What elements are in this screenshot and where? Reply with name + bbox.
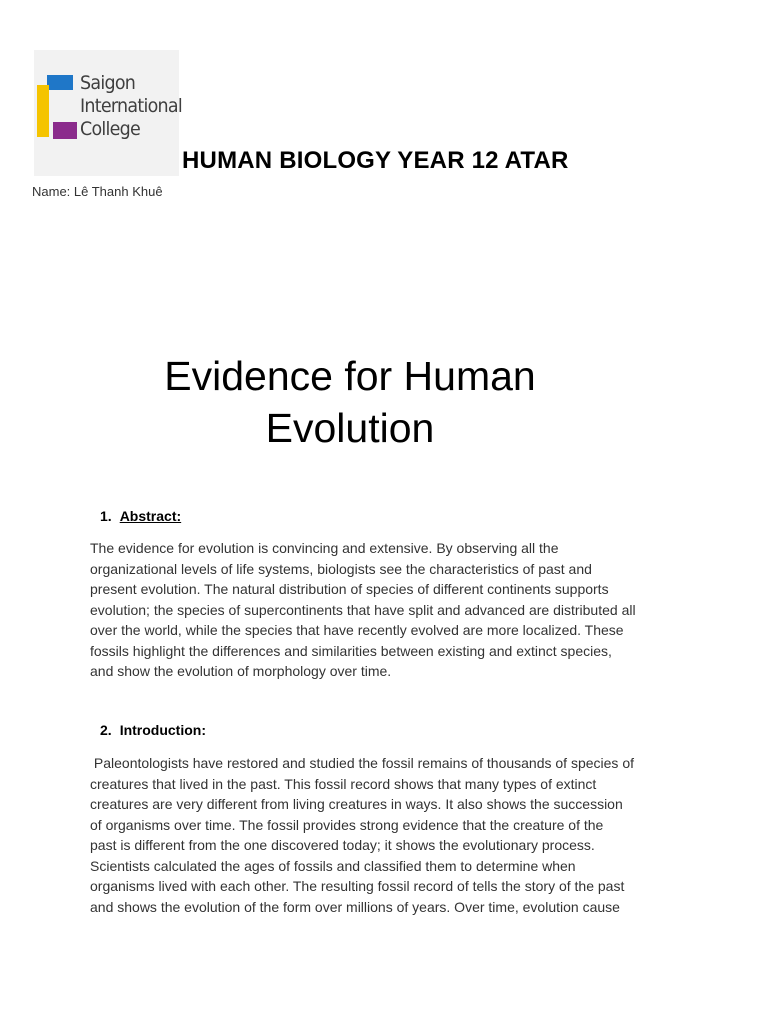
section-heading-label: Introduction:	[119, 722, 206, 738]
logo-purple-bar	[53, 122, 77, 139]
section-heading-abstract	[100, 508, 181, 524]
paragraph-line: creatures that lived in the past. This fossil record shows that many types of extinct	[90, 775, 597, 792]
logo-line: College	[80, 118, 141, 140]
section-number: 1.	[100, 508, 112, 524]
paragraph-line: organisms lived with each other. The resulting fossil record of tells the story of the past	[90, 878, 625, 894]
paragraph-line: present evolution. The natural distribution of species of different continents supports	[90, 581, 609, 597]
introduction-paragraph	[90, 753, 634, 917]
paragraph-line: organizational levels of life systems, biologists see the characteristics of past and	[90, 560, 592, 577]
paragraph-line: and shows the evolution of the form over millions of years. Over time, evolution cause	[90, 898, 620, 915]
document-title	[100, 350, 600, 454]
section-number: 2.	[100, 722, 112, 738]
section-heading-label: Abstract:	[119, 508, 182, 524]
paragraph-line: and show the evolution of morphology over time.	[90, 663, 392, 679]
paragraph-line: Paleontologists have restored and studied the fossil remains of thousands of species of	[90, 755, 634, 771]
paragraph-line: over the world, while the species that have recently evolved are more localized. These	[90, 622, 624, 638]
paragraph-line: fossils highlight the differences and similarities between existing and extinct species,	[90, 642, 612, 659]
abstract-paragraph	[90, 538, 636, 682]
college-logo-text	[80, 72, 182, 141]
paragraph-line: past is different from the one discovered today; it shows the evolutionary process.	[90, 837, 595, 853]
logo-blue-bar	[47, 75, 73, 90]
college-logo	[34, 50, 183, 176]
paragraph-line: evolution; the species of supercontinents that have split and advanced are distributed all	[90, 601, 636, 618]
logo-line: International	[80, 95, 183, 117]
student-name: Name: Lê Thanh Khuê	[32, 184, 163, 199]
document-title-line: Evidence for Human	[164, 353, 536, 399]
paragraph-line: creatures are very different from living creatures in ways. It also shows the succession	[90, 796, 623, 812]
section-heading-introduction	[100, 722, 206, 738]
college-logo-mark-icon	[37, 75, 77, 140]
document-title-line: Evolution	[265, 405, 435, 451]
paragraph-line: of organisms over time. The fossil provides strong evidence that the creature of the	[90, 816, 604, 833]
logo-line: Saigon	[80, 72, 136, 94]
logo-yellow-bar	[37, 85, 49, 137]
paragraph-line: The evidence for evolution is convincing and extensive. By observing all the	[90, 540, 559, 556]
course-title: HUMAN BIOLOGY YEAR 12 ATAR	[182, 147, 569, 174]
paragraph-line: Scientists calculated the ages of fossils and classified them to determine when	[90, 857, 576, 874]
